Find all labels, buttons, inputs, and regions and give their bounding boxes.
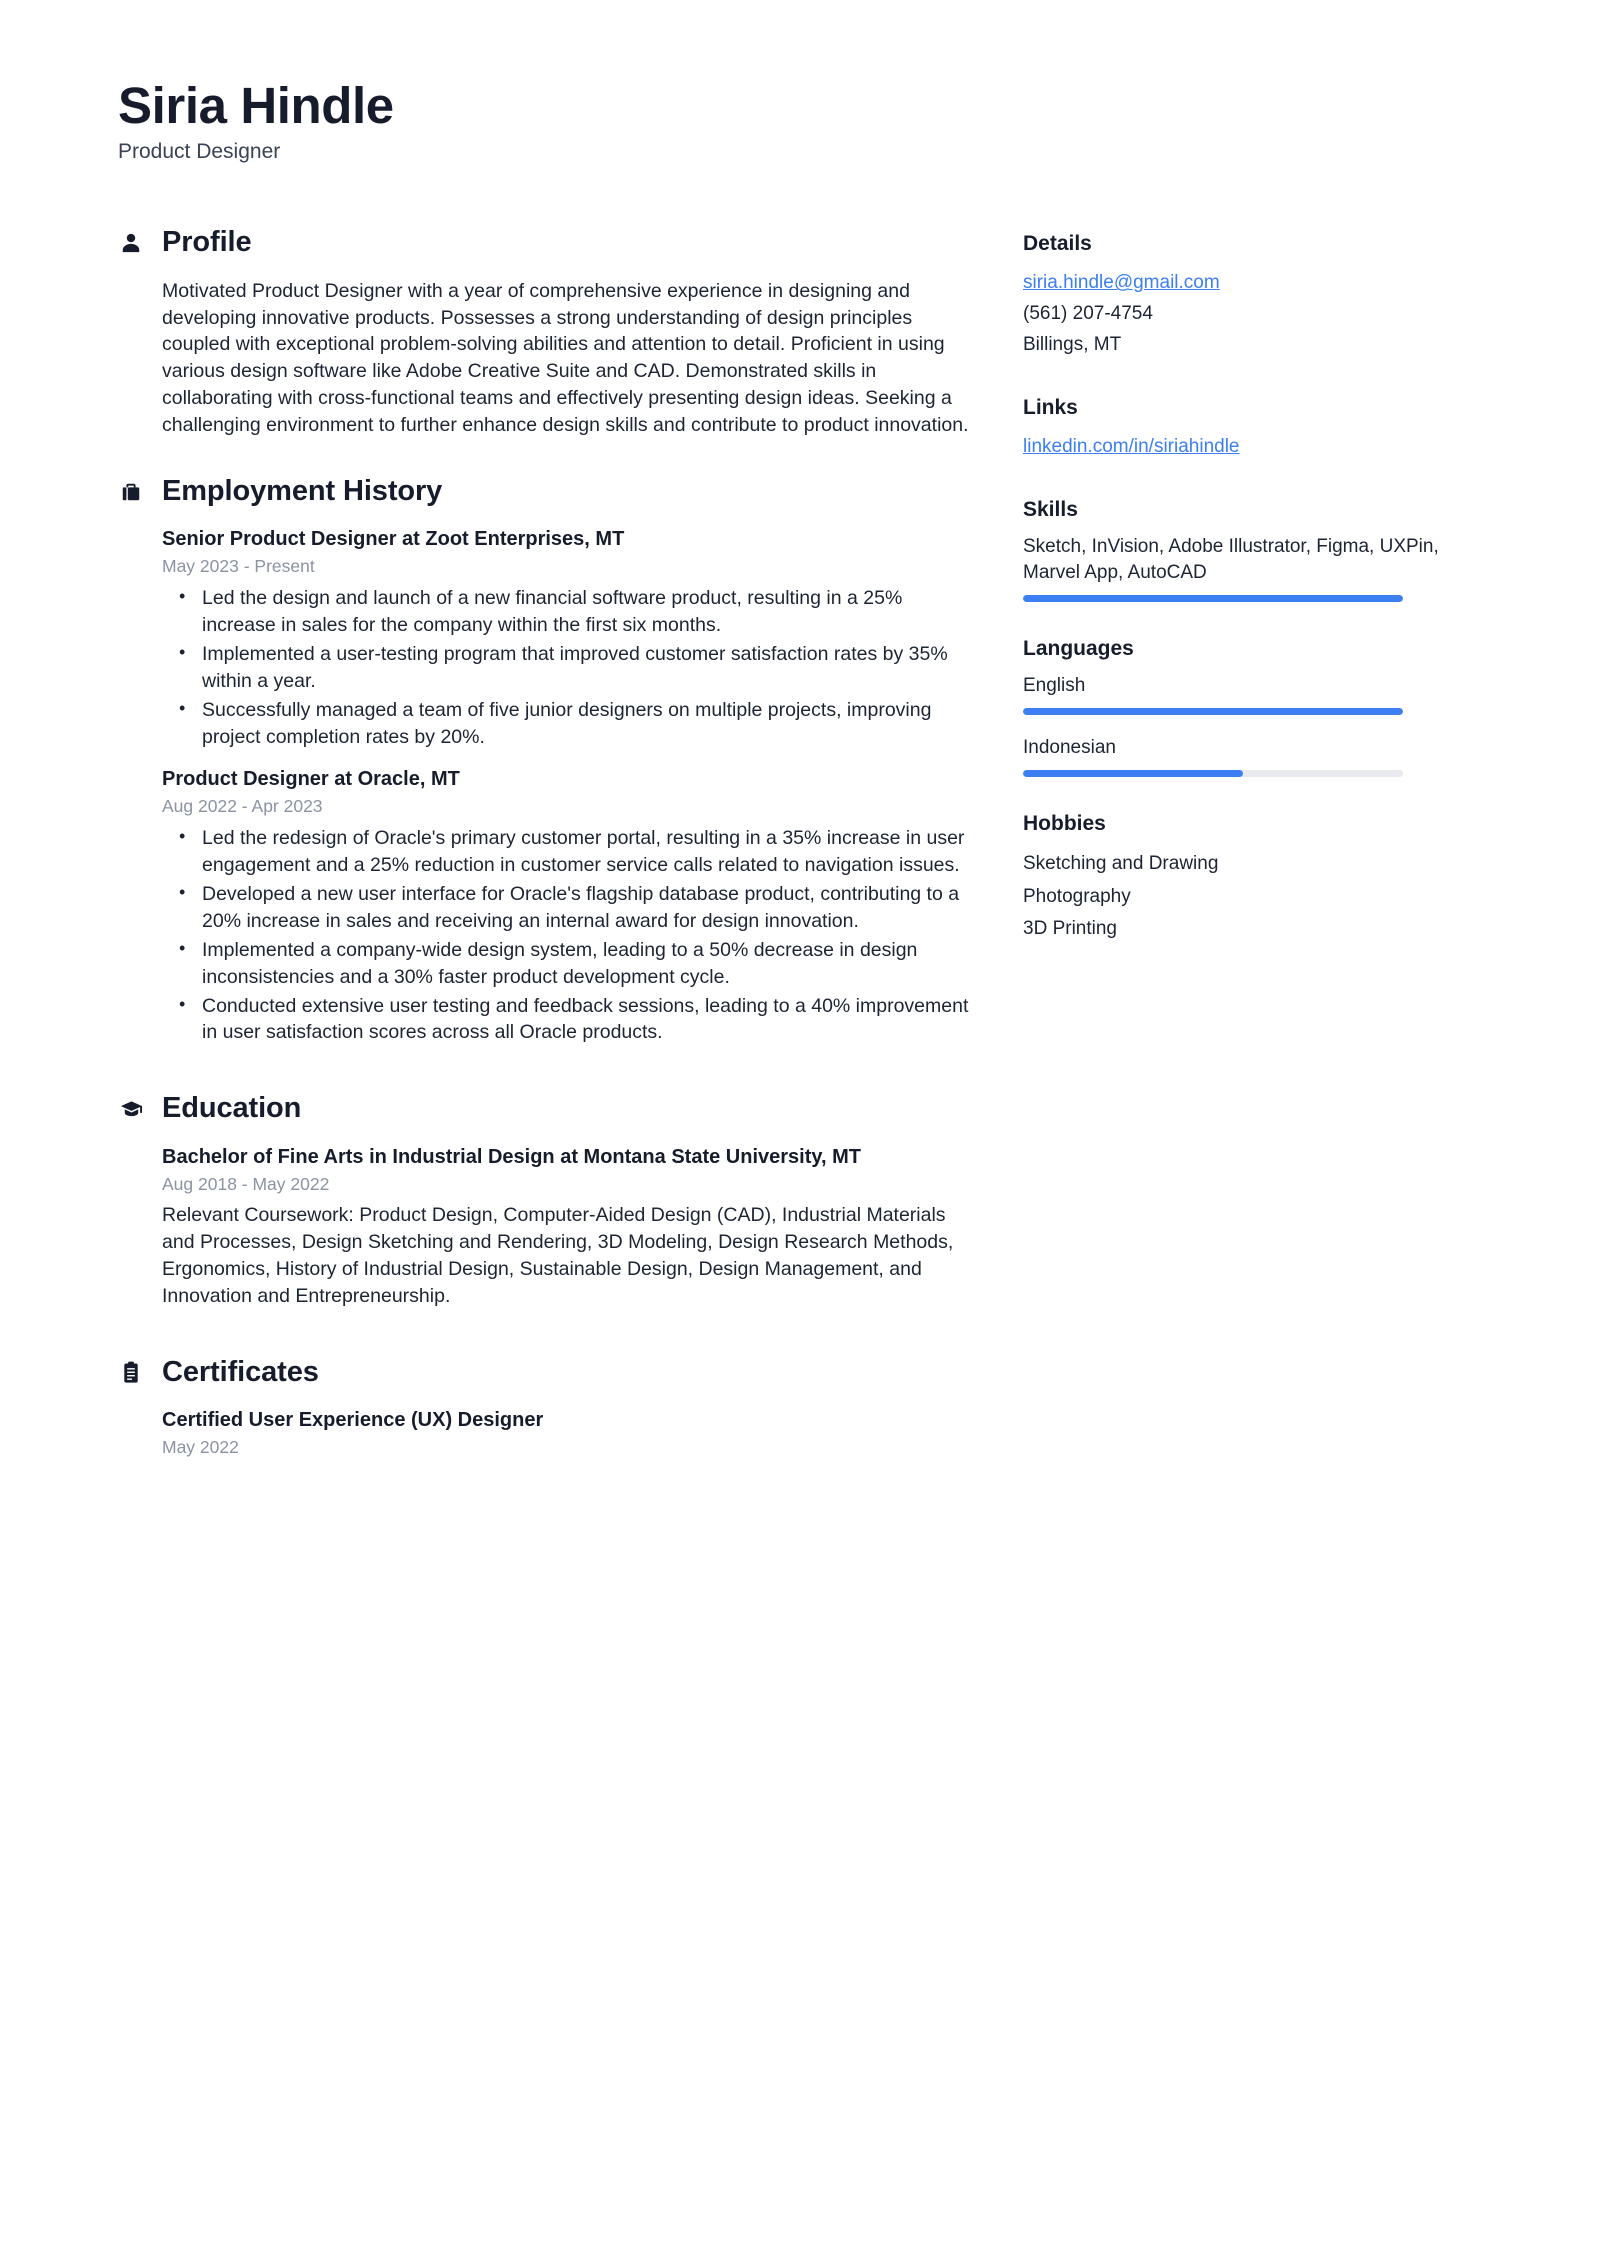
education-entry-description: Relevant Coursework: Product Design, Computer-Aided Design (CAD), Industrial Materials and Processes, Design Sketching and Rendering, 3D Modeling, Design Research Methods, Ergonomics, History of Industrial Design, Sustainable Design, Design Management, and Innovation and Entrepreneurship.	[162, 1204, 954, 1308]
sidebar-hobbies-title: Hobbies	[1023, 811, 1106, 835]
list-item: • Developed a new user interface for Oracle's flagship database product, contributing to a 20% increase in sales and receiving an internal award for design innovation.	[198, 881, 971, 935]
section-education	[118, 1092, 971, 1310]
language-label: Indonesian	[1023, 737, 1116, 758]
education-entry-title: Bachelor of Fine Arts in Industrial Design at Montana State University, MT	[162, 1145, 861, 1168]
list-item: • Implemented a company-wide design system, leading to a 50% decrease in design inconsistencies and a 30% faster product development cycle.	[198, 937, 971, 991]
employment-entry-bullets	[162, 825, 971, 1046]
list-item: • Successfully managed a team of five junior designers on multiple projects, improving project completion rates by 20%.	[198, 697, 971, 751]
section-profile-header	[118, 226, 971, 259]
linkedin-link[interactable]: linkedin.com/in/siriahindle	[1023, 435, 1240, 457]
section-employment-title: Employment History	[162, 475, 443, 508]
section-profile	[118, 226, 971, 439]
language-item	[1023, 673, 1448, 715]
email-link[interactable]: siria.hindle@gmail.com	[1023, 272, 1220, 294]
page-title: Siria Hindle	[118, 77, 394, 134]
language-rating-bar	[1023, 770, 1403, 777]
list-item: • Led the redesign of Oracle's primary customer portal, resulting in a 35% increase in user engagement and a 25% reduction in customer service calls related to navigation issues.	[198, 825, 971, 879]
sidebar-block-details	[1023, 231, 1448, 360]
sidebar-languages-title: Languages	[1023, 637, 1134, 661]
section-profile-body	[118, 278, 971, 439]
section-employment	[118, 475, 971, 1046]
certificate-entry-title: Certified User Experience (UX) Designer	[162, 1409, 544, 1432]
sidebar-location: Billings, MT	[1023, 333, 1122, 355]
profile-text: Motivated Product Designer with a year of comprehensive experience in designing and developing innovative products. Possesses a strong understanding of design principles coupled with exceptional problem-solving abilities and attention to detail. Proficient in using various design software like Adobe Creative Suite and CAD. Demonstrated skills in collaborating with cross-functional teams and effectively presenting design ideas. Seeking a challenging environment to further enhance design skills and contribute to product innovation.	[162, 279, 969, 437]
language-item	[1023, 735, 1448, 777]
hobby-item: 3D Printing	[1023, 918, 1117, 940]
sidebar	[1023, 226, 1448, 980]
section-education-header	[118, 1092, 971, 1125]
sidebar-skills-text: Sketch, InVision, Adobe Illustrator, Figma, UXPin, Marvel App, AutoCAD	[1023, 535, 1439, 583]
section-profile-title: Profile	[162, 226, 252, 259]
clipboard-icon	[118, 1359, 144, 1387]
sidebar-skills-title: Skills	[1023, 497, 1078, 521]
section-employment-body	[118, 526, 971, 1046]
sidebar-details-title: Details	[1023, 232, 1092, 256]
employment-entry	[162, 526, 971, 750]
sidebar-block-skills	[1023, 497, 1448, 602]
section-certificates-title: Certificates	[162, 1355, 319, 1388]
employment-entry-title: Product Designer at Oracle, MT	[162, 768, 460, 791]
certificate-entry-date: May 2022	[162, 1437, 239, 1458]
employment-entry-date: May 2023 - Present	[162, 556, 315, 577]
sidebar-phone: (561) 207-4754	[1023, 303, 1153, 325]
list-item: • Implemented a user-testing program that improved customer satisfaction rates by 35% within a year.	[198, 641, 971, 695]
sidebar-block-languages	[1023, 636, 1448, 776]
language-rating-fill	[1023, 770, 1243, 777]
graduation-cap-icon	[118, 1095, 144, 1123]
briefcase-icon	[118, 478, 144, 506]
resume-header	[118, 78, 1482, 164]
education-entry	[162, 1144, 971, 1310]
employment-entry	[162, 766, 971, 1046]
employment-entry-title: Senior Product Designer at Zoot Enterprises, MT	[162, 528, 625, 551]
resume-columns	[118, 226, 1482, 1496]
section-employment-header	[118, 475, 971, 508]
section-certificates-body	[118, 1407, 971, 1460]
sidebar-block-hobbies	[1023, 811, 1448, 946]
section-certificates	[118, 1356, 971, 1460]
language-rating-fill	[1023, 708, 1403, 715]
sidebar-block-links	[1023, 395, 1448, 463]
certificate-entry	[162, 1407, 971, 1460]
language-rating-bar	[1023, 708, 1403, 715]
user-icon	[118, 229, 144, 257]
sidebar-email-row	[1023, 268, 1448, 299]
employment-entry-bullets	[162, 585, 971, 750]
main-column	[118, 226, 1023, 1496]
employment-entry-date: Aug 2022 - Apr 2023	[162, 796, 323, 817]
education-entry-date: Aug 2018 - May 2022	[162, 1173, 330, 1194]
hobby-item: Sketching and Drawing	[1023, 852, 1219, 874]
list-item: • Led the design and launch of a new financial software product, resulting in a 25% increase in sales for the company within the first six months.	[198, 585, 971, 639]
header-subtitle: Product Designer	[118, 140, 281, 164]
list-item: • Conducted extensive user testing and feedback sessions, leading to a 40% improvement in user satisfaction scores across all Oracle products.	[198, 993, 971, 1047]
skills-rating-bar	[1023, 595, 1403, 602]
language-label: English	[1023, 675, 1086, 697]
hobby-item: Photography	[1023, 885, 1131, 907]
section-education-body	[118, 1144, 971, 1310]
section-education-title: Education	[162, 1092, 302, 1125]
sidebar-link-row	[1023, 432, 1448, 463]
skills-rating-fill	[1023, 595, 1403, 602]
section-certificates-header	[118, 1356, 971, 1389]
sidebar-links-title: Links	[1023, 395, 1078, 419]
